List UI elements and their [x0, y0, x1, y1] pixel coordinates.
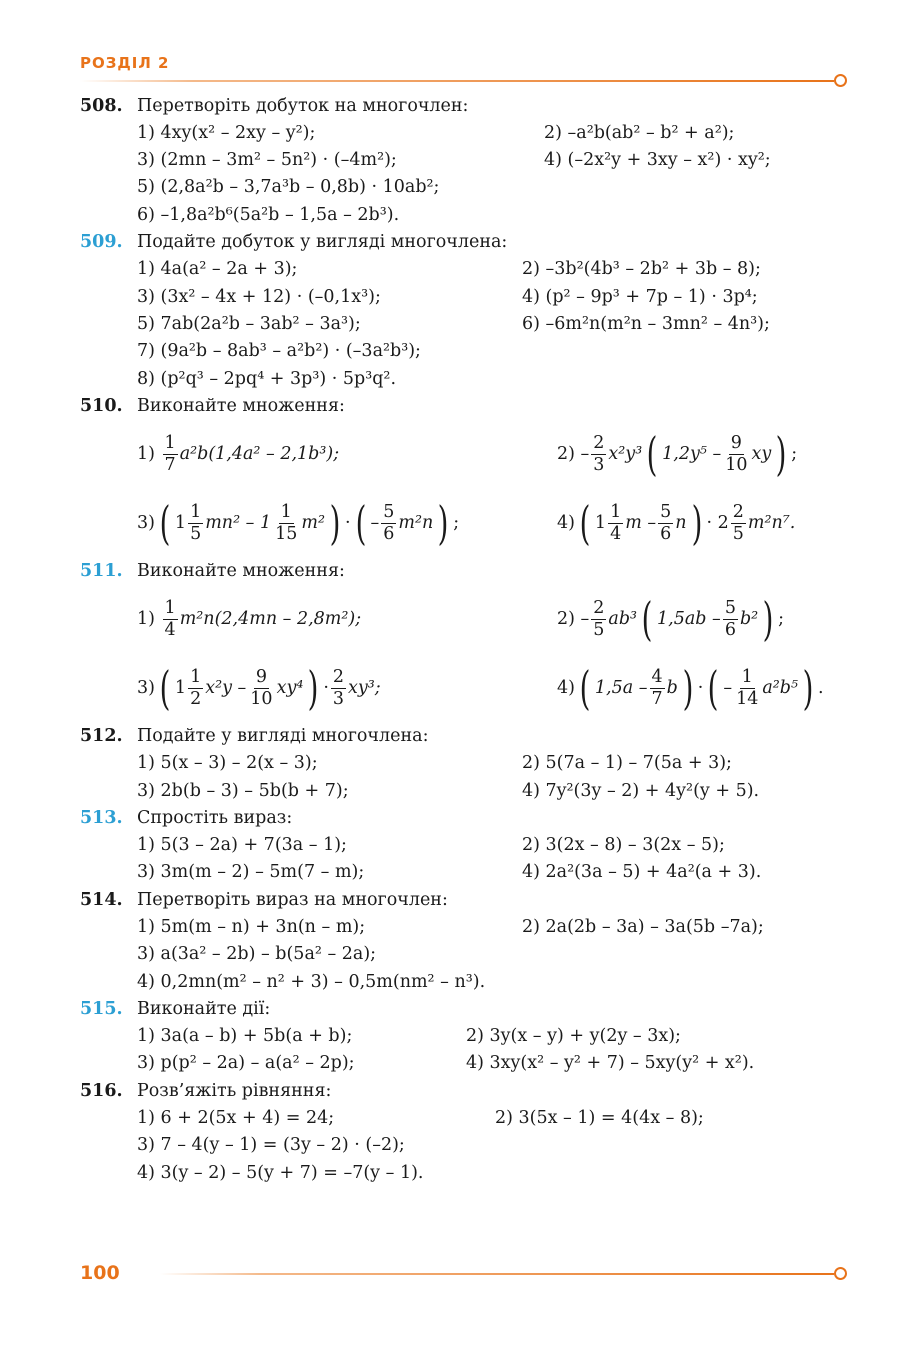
task-item: 4) 0,2mn(m² – n² + 3) – 0,5m(nm² – n³). — [137, 971, 486, 992]
task-item: 4) (–2x²y + 3xy – x²) · xy²; — [544, 150, 771, 171]
task-item: 2) –3b²(4b³ – 2b² + 3b – 8); — [522, 259, 761, 280]
task-item: 1) 5(x – 3) – 2(x – 3); — [137, 753, 318, 774]
task-item: 2) –a²b(ab² – b² + a²); — [544, 122, 735, 143]
top-rule-dot — [834, 74, 847, 87]
task-item: 1) 3a(a – b) + 5b(a + b); — [137, 1025, 353, 1046]
task-item: 3) a(3a² – 2b) – b(5a² – 2a); — [137, 944, 377, 965]
exercise-number: 511. — [80, 561, 123, 582]
task-item: 4) ( 1,5a – $\frac{4}{7}$ b ) · ( – $\frac{1}{14}$ a²b⁵ ) . — [557, 661, 824, 716]
task-item: 6) –1,8a²b⁶(5a²b – 1,5a – 2b³). — [137, 204, 400, 225]
exercise-509 — [80, 229, 850, 393]
task-item: 2) 5(7a – 1) – 7(5a + 3); — [522, 753, 732, 774]
bottom-rule-dot — [834, 1267, 847, 1280]
task-item: 1) $\frac{1}{4}$ m²n(2,4mn – 2,8m²); — [137, 598, 362, 640]
exercise-number: 509. — [80, 232, 123, 253]
task-item: 3) p(p² – 2a) – a(a² – 2p); — [137, 1053, 355, 1074]
exercise-number: 512. — [80, 726, 123, 747]
task-item: 8) (p²q³ – 2pq⁴ + 3p³) · 5p³q². — [137, 368, 397, 389]
exercise-512 — [80, 723, 850, 805]
exercise-title: Перетворіть добуток на многочлен: — [137, 95, 469, 116]
task-item: 7) (9a²b – 8ab³ – a²b²) · (–3a²b³); — [137, 341, 421, 362]
task-item: 3) 7 – 4(y – 1) = (3y – 2) · (–2); — [137, 1135, 405, 1156]
top-rule — [80, 80, 834, 82]
task-item: 3) 3m(m – 2) – 5m(7 – m); — [137, 862, 365, 883]
exercise-514 — [80, 886, 850, 995]
exercise-title: Подайте у вигляді многочлена: — [137, 726, 429, 747]
exercise-508 — [80, 92, 850, 229]
task-item: 2) 3(2x – 8) – 3(2x – 5); — [522, 834, 725, 855]
exercise-title: Виконайте дії: — [137, 998, 271, 1019]
task-item: 1) 5m(m – n) + 3n(n – m); — [137, 916, 366, 937]
task-item: 1) 6 + 2(5x + 4) = 24; — [137, 1107, 335, 1128]
task-item: 3) 2b(b – 3) – 5b(b + 7); — [137, 780, 349, 801]
task-item: 1) 4a(a² – 2a + 3); — [137, 259, 298, 280]
task-item: 1) 4xy(x² – 2xy – y²); — [137, 122, 316, 143]
bottom-rule — [160, 1273, 834, 1275]
task-item: 2) 3(5x – 1) = 4(4x – 8); — [495, 1107, 704, 1128]
exercise-510 — [80, 393, 850, 558]
exercise-title: Перетворіть вираз на многочлен: — [137, 889, 448, 910]
task-item: 6) –6m²n(m²n – 3mn² – 4n³); — [522, 314, 770, 335]
exercise-title: Виконайте множення: — [137, 396, 345, 417]
task-item: 3) (2mn – 3m² – 5n²) · (–4m²); — [137, 150, 397, 171]
exercise-title: Подайте добуток у вигляді многочлена: — [137, 232, 508, 253]
exercise-513 — [80, 804, 850, 886]
exercise-title: Розв’яжіть рівняння: — [137, 1080, 332, 1101]
task-item: 1) $\frac{1}{7}$ a²b(1,4a² – 2,1b³); — [137, 433, 340, 475]
exercise-515 — [80, 995, 850, 1077]
task-item: 3) ( 1 $\frac{1}{5}$ mn² – 1 $\frac{1}{15}$ m² ) · ( – $\frac{5}{6}$ m²n ) ; — [137, 496, 460, 551]
task-item: 2) – $\frac{2}{3}$ x²y³ ( 1,2y⁵ – $\frac{9}{10}$ xy ) ; — [557, 427, 798, 482]
exercise-516 — [80, 1077, 850, 1186]
task-item: 4) 3(y – 2) – 5(y + 7) = –7(y – 1). — [137, 1162, 424, 1183]
exercises-content — [80, 92, 850, 1186]
task-item: 2) 3y(x – y) + y(2y – 3x); — [466, 1025, 681, 1046]
task-item: 4) (p² – 9p³ + 7p – 1) · 3p⁴; — [522, 286, 758, 307]
exercise-number: 510. — [80, 396, 123, 417]
exercise-511 — [80, 558, 850, 723]
exercise-title: Виконайте множення: — [137, 561, 345, 582]
page-number: 100 — [80, 1262, 120, 1284]
exercise-number: 514. — [80, 889, 123, 910]
section-label: РОЗДІЛ 2 — [80, 54, 170, 72]
task-item: 4) 3xy(x² – y² + 7) – 5xy(y² + x²). — [466, 1053, 755, 1074]
task-item: 4) 7y²(3y – 2) + 4y²(y + 5). — [522, 780, 760, 801]
task-item: 4) ( 1 $\frac{1}{4}$ m – $\frac{5}{6}$ n ) · 2 $\frac{2}{5}$ m²n⁷. — [557, 496, 796, 551]
task-item: 3) ( 1 $\frac{1}{2}$ x²y – $\frac{9}{10}$ xy⁴ ) · $\frac{2}{3}$ xy³; — [137, 661, 381, 716]
exercise-number: 516. — [80, 1080, 123, 1101]
exercise-number: 508. — [80, 95, 123, 116]
task-item: 2) – $\frac{2}{5}$ ab³ ( 1,5ab – $\frac{5}{6}$ b² ) ; — [557, 592, 785, 647]
exercise-number: 515. — [80, 998, 123, 1019]
task-item: 1) 5(3 – 2a) + 7(3a – 1); — [137, 834, 347, 855]
task-item: 2) 2a(2b – 3a) – 3a(5b –7a); — [522, 916, 764, 937]
exercise-number: 513. — [80, 807, 123, 828]
task-item: 4) 2a²(3a – 5) + 4a²(a + 3). — [522, 862, 762, 883]
task-item: 5) 7ab(2a²b – 3ab² – 3a³); — [137, 314, 361, 335]
task-item: 3) (3x² – 4x + 12) · (–0,1x³); — [137, 286, 381, 307]
task-item: 5) (2,8a²b – 3,7a³b – 0,8b) · 10ab²; — [137, 177, 440, 198]
exercise-title: Спростіть вираз: — [137, 807, 293, 828]
